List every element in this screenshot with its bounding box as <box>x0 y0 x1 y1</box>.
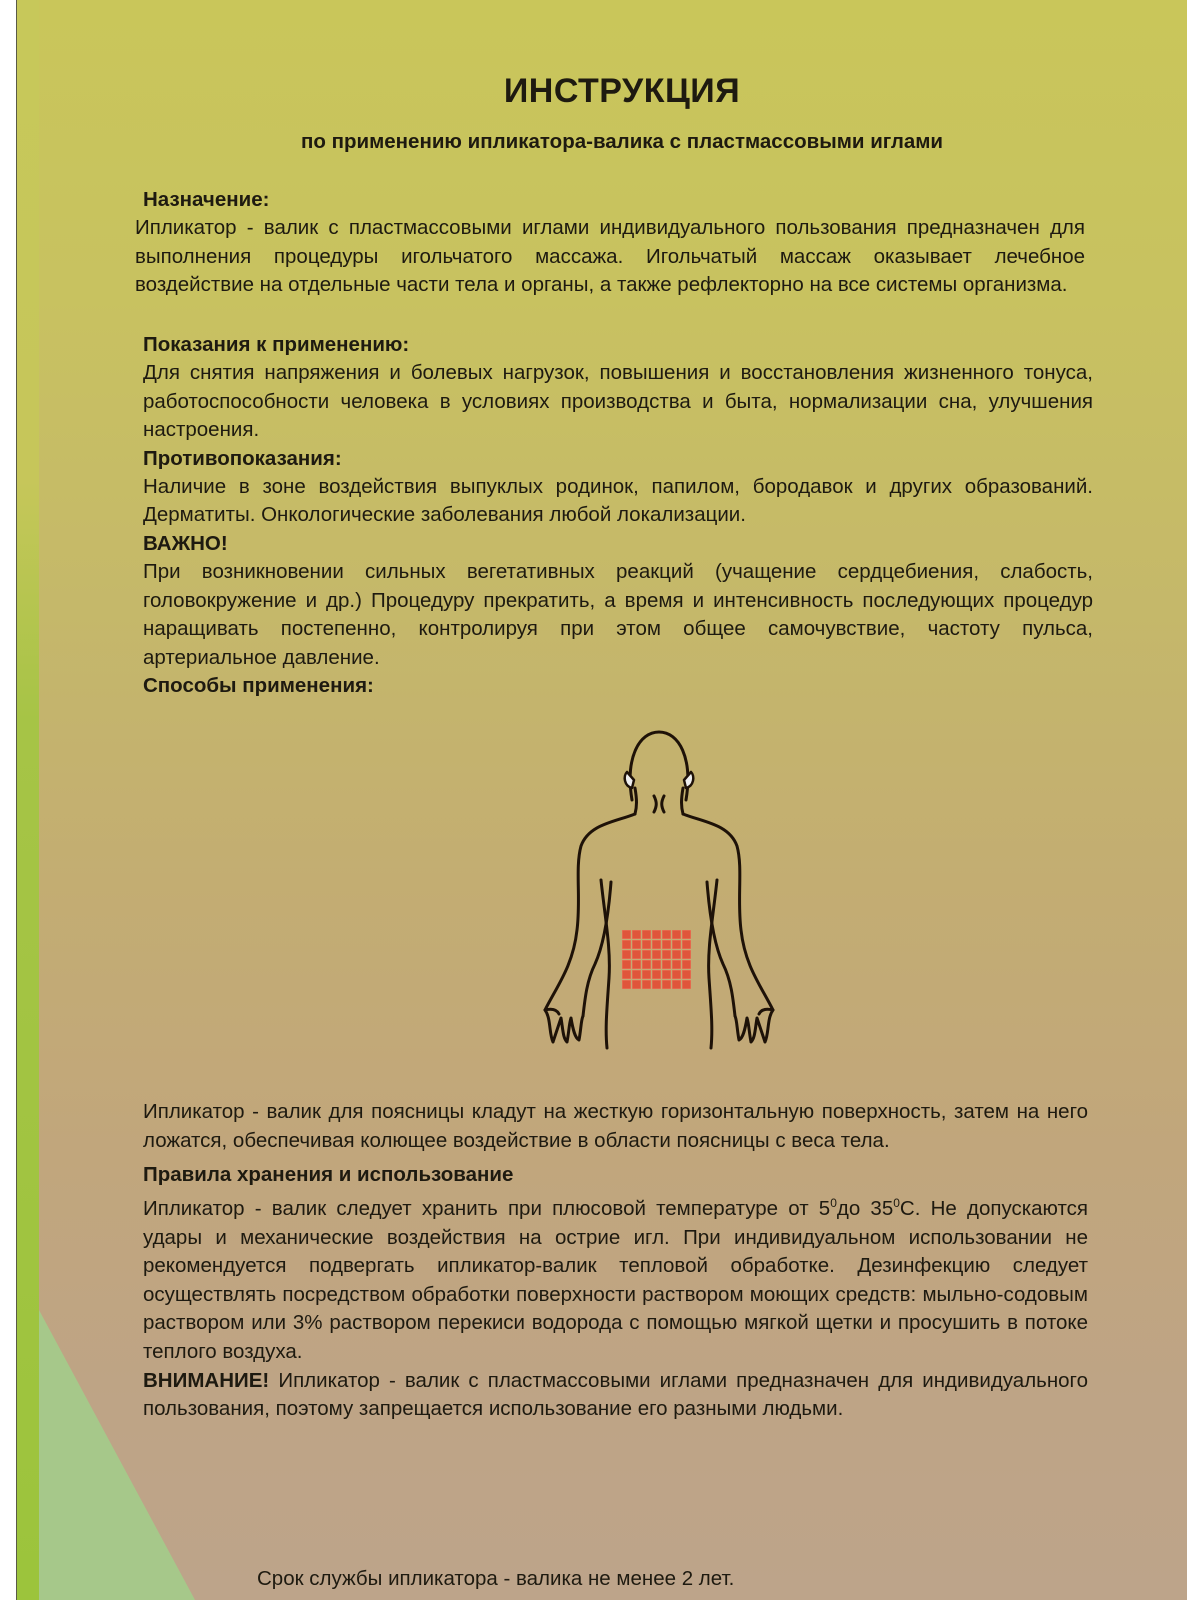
methods-heading: Способы применения: <box>143 674 374 698</box>
purpose-text: Ипликатор - валик с пластмассовыми иглами индивидуального пользования предназначен для выполнения процедуры игольчатого массажа. Игольчатый массаж оказывает лечебное воздействие на отдельные части тела и органы, а также рефлекторно на все системы организма. <box>135 216 1085 297</box>
indications-heading: Показания к применению: <box>143 333 410 356</box>
attention-label: ВНИМАНИЕ! <box>143 1368 270 1392</box>
important-heading: ВАЖНО! <box>143 531 228 555</box>
side-stripe <box>17 0 39 1600</box>
service-life-note: Срок службы ипликатора - валика не менее 2 лет. <box>257 1567 735 1590</box>
applicator-grid <box>622 930 691 989</box>
storage-heading: Правила хранения и использование <box>143 1163 514 1187</box>
important-text: При возникновении сильных вегетативных реакций (учащение сердцебиения, слабость, головокружение и др.) Процедуру прекратить, а время и интенсивность последующих процедур наращивать постепенно, контролируя при этом общее самочувствие, частоту пульса, артериальное давление. <box>143 559 1093 669</box>
contraindications-heading: Противопоказания: <box>143 446 342 470</box>
purpose-section <box>135 186 1085 300</box>
storage-text: Ипликатор - валик следует хранить при плюсовой температуре от $5^0до$ $35^0С$. Не допускаются удары и механические воздействия на острие игл. При индивидуальном использовании не рекомендуется подвергать ипликатор-валик тепловой обработке. Дезинфекцию следует осуществлять посредством обработки поверхности раствором моющих средств: мыльно-содовым раствором или 3% раствором перекиси водорода с помощью мягкой щетки и просушить в потоке теплого воздуха. <box>143 1196 1088 1363</box>
page-subtitle: по применению ипликатора-валика с пластмассовыми иглами <box>300 130 944 153</box>
indications-text: Для снятия напряжения и болевых нагрузок, повышения и восстановления жизненного тонуса, работоспособности человека в условиях производства и быта, нормализации сна, улучшения настроения. <box>143 361 1093 442</box>
attention-text: ВНИМАНИЕ! Ипликатор - валик с пластмассовыми иглами предназначен для индивидуального пользования, поэтому запрещается использование его разными людьми. <box>143 1368 1088 1421</box>
human-back-outline-icon <box>519 718 799 1058</box>
indications-block <box>143 331 1093 700</box>
instruction-sheet <box>16 0 1187 1600</box>
page-title: ИНСТРУКЦИЯ <box>503 72 741 110</box>
contraindications-text: Наличие в зоне воздействия выпуклых родинок, папилом, бородавок и других образований. Дерматиты. Онкологические заболевания любой локализации. <box>143 474 1093 527</box>
methods-text: Ипликатор - валик для поясницы кладут на жесткую горизонтальную поверхность, затем на него ложатся, обеспечивая колющее воздействие в области поясницы с веса тела. <box>143 1100 1088 1152</box>
purpose-heading: Назначение: <box>143 188 270 211</box>
usage-storage-block <box>143 1098 1088 1424</box>
